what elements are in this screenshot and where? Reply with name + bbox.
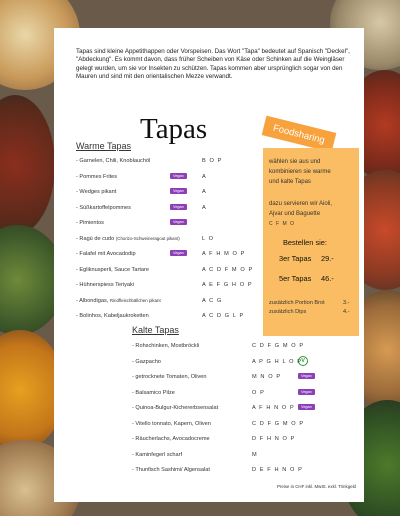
menu-item-label: - Süßkartoffelpommes xyxy=(76,204,131,211)
menu-item-name xyxy=(132,405,218,411)
menu-item-label: - Hühnerspiess Teriyaki xyxy=(76,282,135,288)
menu-item-row xyxy=(76,218,256,228)
vegan-tag: Vegan xyxy=(298,389,315,395)
order-info-box xyxy=(263,148,359,336)
allergen-codes: B O P xyxy=(202,158,223,164)
menu-item-row xyxy=(76,187,256,197)
menu-item-name xyxy=(132,436,210,442)
vegan-tag: Vegan xyxy=(170,173,187,179)
menu-sheet xyxy=(54,28,364,502)
page-title: Tapas xyxy=(140,113,208,145)
menu-item-label: - Wedges pikant xyxy=(76,189,117,195)
menu-item-note: Rindfleischbällchen pikant xyxy=(109,297,161,303)
menu-item-name xyxy=(132,452,182,458)
info-line-3: und kalte Tapas xyxy=(269,179,311,185)
foodsharing-badge: Foodsharing xyxy=(262,116,337,153)
menu-item-label: - Albondigas, xyxy=(76,297,110,304)
menu-item-label: - Räucherlachs, Avocadocreme xyxy=(132,436,210,442)
menu-item-name xyxy=(76,251,136,257)
menu-item-label: - Pimientos xyxy=(76,220,104,226)
menu-item-label: - Vitello tonnato, Kapern, Oliven xyxy=(132,420,211,427)
price-5er-value: 46.- xyxy=(321,274,334,283)
info-line-2: kombinieren sie warme xyxy=(269,169,331,175)
allergen-codes: A C D G L P xyxy=(202,313,245,319)
menu-item-row xyxy=(76,280,256,290)
menu-item-label: - getrocknete Tomaten, Oliven xyxy=(132,374,207,380)
vegetarian-icon: V xyxy=(298,356,308,366)
menu-item-label: - Ragù de cudo xyxy=(76,235,116,242)
intro-paragraph: Tapas sind kleine Appetithappen oder Vorspeisen. Das Wort "Tapa" bedeutet auf Spanisch "Deckel", "Abdeckung". Es kommt davon, dass früher Scheiben von Käse oder Schinken auf die Weingläser gelegt wurden, um sie vor Insekten zu schützen. Tapas kommen aber ursprünglich sogar von den Mauren und sind mit den orientalischen Mezze verwandt. xyxy=(76,48,350,80)
menu-item-label: - Bolinhos, Kabeljaukroketten xyxy=(76,313,149,319)
menu-item-label: - Falafel mit Avocadodip xyxy=(76,251,136,257)
menu-item-label: - Kaminfegerl scharf xyxy=(132,451,183,458)
price-3er-label: 3er Tapas xyxy=(279,254,312,263)
chorizo-photo xyxy=(0,95,55,235)
vegan-tag: Vegan xyxy=(170,188,187,194)
info-line-5: Ajvar und Baguette xyxy=(269,211,321,217)
menu-item-name xyxy=(76,282,134,288)
menu-item-label: - Thunfisch Sashimi/ Algensalat xyxy=(132,467,210,473)
vegan-tag: Vegan xyxy=(298,404,315,410)
vegan-tag: Vegan xyxy=(170,250,187,256)
menu-item-name xyxy=(132,421,211,427)
cold-tapas-heading: Kalte Tapas xyxy=(132,325,179,335)
vegan-tag: Vegan xyxy=(170,219,187,225)
menu-item-name xyxy=(76,313,149,319)
allergen-codes: A E F G H O P xyxy=(202,282,253,288)
menu-item-label: - Egliknusperli, Sauce Tartare xyxy=(76,266,149,273)
allergen-codes: A C D F M O P xyxy=(202,266,254,273)
menu-item-row xyxy=(132,372,322,382)
allergen-codes: O P xyxy=(252,389,265,396)
allergen-codes: A F H M O P xyxy=(202,251,246,257)
menu-item-name xyxy=(76,174,117,180)
menu-item-row xyxy=(132,465,322,475)
menu-item-row xyxy=(76,265,256,275)
menu-item-name xyxy=(76,267,149,273)
menu-item-label: - Rohschinken, Mostbröckli xyxy=(132,343,200,349)
menu-item-row xyxy=(132,341,322,351)
info-line-1: wählen sie aus und xyxy=(269,159,321,165)
allergen-codes: M xyxy=(252,451,258,458)
menu-item-name xyxy=(76,189,116,195)
menu-item-name xyxy=(76,220,104,226)
allergen-codes: D F H N O P xyxy=(252,436,296,442)
menu-item-row xyxy=(76,203,256,213)
menu-item-row xyxy=(132,434,322,444)
menu-item-row xyxy=(132,388,322,398)
allergen-codes: A F H N O P xyxy=(252,405,295,411)
allergen-codes: A xyxy=(202,173,207,180)
menu-item-name xyxy=(132,343,199,349)
menu-item-name xyxy=(76,236,180,242)
info-line-4: dazu servieren wir Aioli, xyxy=(269,201,333,207)
extra-bread-price: 3.- xyxy=(343,300,350,306)
allergen-codes: C D F G M O P xyxy=(252,420,305,427)
menu-item-name xyxy=(132,390,175,396)
info-allergen-codes: C F M O xyxy=(269,221,295,227)
menu-item-name xyxy=(132,467,210,473)
menu-item-label: - Balsamico Pilze xyxy=(132,389,175,396)
menu-item-label: - Garnelen, Chili, Knoblauchöl xyxy=(76,158,151,164)
menu-item-row xyxy=(76,234,256,244)
allergen-codes: C D F G M O P xyxy=(252,343,305,349)
allergen-codes: A xyxy=(202,189,207,195)
menu-item-row xyxy=(132,450,322,460)
allergen-codes: M N O P xyxy=(252,374,282,380)
allergen-codes: A xyxy=(202,204,207,211)
extra-dips-label: zusätzlich Dips xyxy=(269,309,307,315)
extra-dips-price: 4.- xyxy=(343,309,350,315)
menu-item-row xyxy=(76,156,256,166)
menu-item-row xyxy=(132,403,322,413)
menu-item-row xyxy=(132,357,322,367)
allergen-codes: L O xyxy=(202,235,215,242)
menu-item-row xyxy=(76,311,256,321)
menu-item-name xyxy=(132,374,207,380)
menu-item-label: - Quinoa-Bulgur-Kichererbsensalat xyxy=(132,405,219,411)
extra-bread-label: zusätzlich Portion Brot xyxy=(269,300,325,306)
menu-item-row xyxy=(76,172,256,182)
menu-item-note: (Chorizo-Schweineragout pikant) xyxy=(115,235,180,241)
menu-item-label: - Gazpacho xyxy=(132,358,161,365)
menu-item-name xyxy=(76,158,150,164)
menu-item-row xyxy=(132,419,322,429)
menu-item-name xyxy=(76,298,161,304)
price-3er-value: 29.- xyxy=(321,254,334,263)
menu-item-row xyxy=(76,249,256,259)
price-footnote: Preise in CHF inkl. MwSt. exkl. Trinkgeld xyxy=(276,484,356,489)
allergen-codes: A C G xyxy=(202,297,223,304)
price-5er-label: 5er Tapas xyxy=(279,274,312,283)
vegan-tag: Vegan xyxy=(170,204,187,210)
menu-item-label: - Pommes Frites xyxy=(76,173,118,180)
order-heading: Bestellen sie: xyxy=(283,238,327,247)
menu-item-row xyxy=(76,296,256,306)
menu-item-name xyxy=(132,359,161,365)
vegan-tag: Vegan xyxy=(298,373,315,379)
warm-tapas-heading: Warme Tapas xyxy=(76,141,132,151)
menu-item-name xyxy=(76,205,131,211)
allergen-codes: D E F H N O P xyxy=(252,467,303,473)
allergen-codes: A P G H L O P xyxy=(252,358,303,365)
